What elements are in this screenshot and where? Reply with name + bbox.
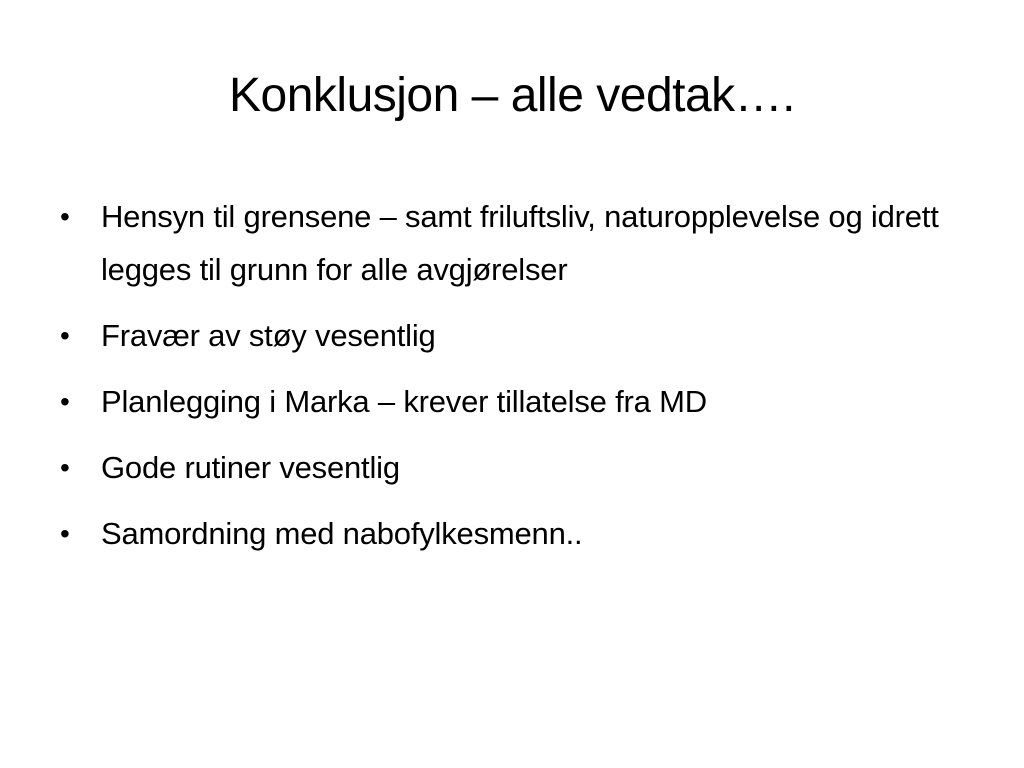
- bullet-icon: •: [60, 320, 70, 351]
- bullet-item: [60, 441, 960, 494]
- bullet-text: Hensyn til grensene – samt friluftsliv, naturopplevelse og idrett legges til grunn for alle avgjørelser: [101, 199, 939, 287]
- bullet-item: [60, 507, 960, 560]
- bullet-item: [60, 190, 960, 296]
- bullet-text: Gode rutiner vesentlig: [101, 450, 400, 485]
- bullet-icon: •: [60, 201, 70, 232]
- bullet-icon: •: [60, 518, 70, 549]
- bullet-item: [60, 375, 960, 428]
- bullet-text: Samordning med nabofylkesmenn..: [101, 516, 583, 551]
- bullet-icon: •: [60, 452, 70, 483]
- bullet-item: [60, 309, 960, 362]
- bullet-text: Planlegging i Marka – krever tillatelse fra MD: [101, 384, 707, 419]
- bullet-text: Fravær av støy vesentlig: [101, 318, 436, 353]
- slide-title: Konklusjon – alle vedtak….: [229, 69, 795, 122]
- bullet-list: [60, 190, 960, 573]
- bullet-icon: •: [60, 386, 70, 417]
